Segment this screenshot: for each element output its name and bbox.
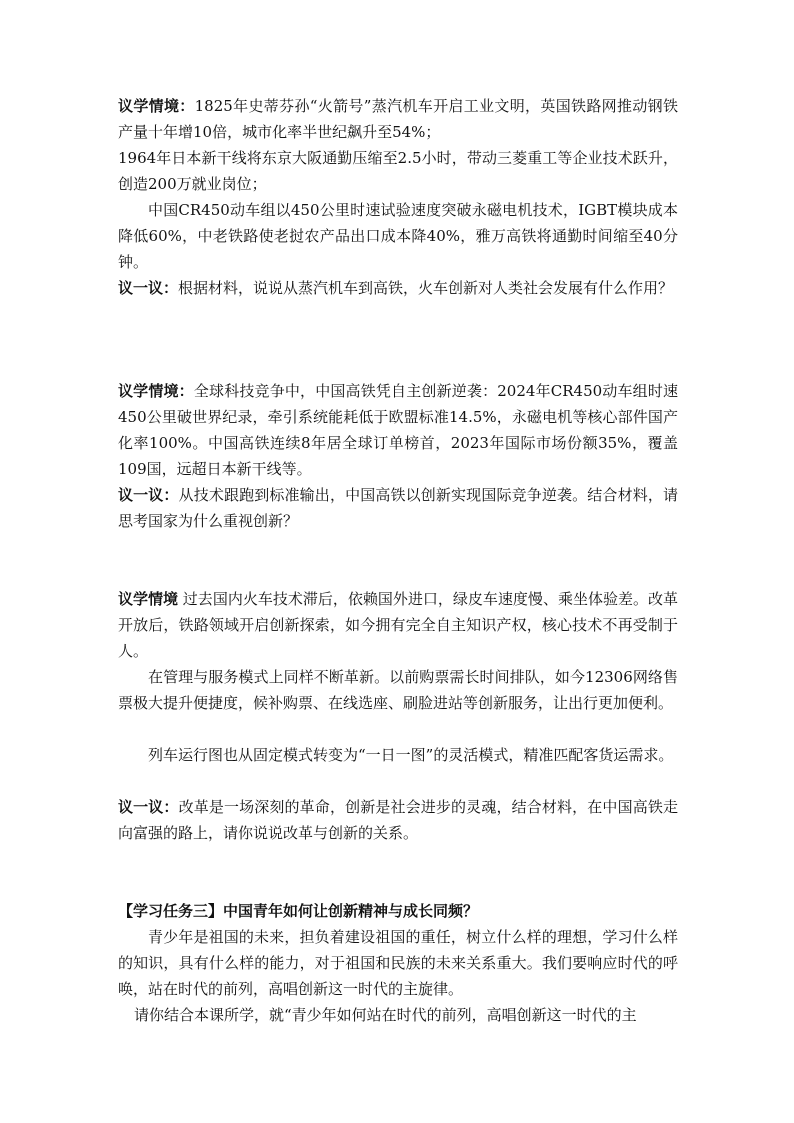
context-label: 议学情境： [118,382,194,400]
section2-context [118,378,678,482]
task3-p1: 青少年是祖国的未来，担负着建设祖国的重任，树立什么样的理想，学习什么样的知识，具有什么样的能力，对于祖国和民族的未来关系重大。我们要响应时代的呼唤，站在时代的前列，高唱创新这一时代的主旋律。 [118,928,678,998]
discuss-label: 议一议： [118,279,179,297]
section1-discuss-text: 根据材料，说说从蒸汽机车到高铁，火车创新对人类社会发展有什么作用？ [178,279,674,297]
section2-p1: 全球科技竞争中，中国高铁凭自主创新逆袭：2024年CR450动车组时速450公里破世界纪录，牵引系统能耗低于欧盟标准14.5%，永磁电机等核心部件国产化率100%。中国高铁连续8年居全球订单榜首，2023年国际市场份额35%，覆盖109国，远超日本新干线等。 [118,382,678,478]
task3-heading: 【学习任务三】中国青年如何让创新精神与成长同频？ [118,902,479,920]
section3-p1: 过去国内火车技术滞后，依赖国外进口，绿皮车速度慢、乘坐体验差。改革开放后，铁路领域开启创新探索，如今拥有完全自主知识产权，核心技术不再受制于人。 [118,590,678,660]
section1-p1: 1825年史蒂芬孙“火箭号”蒸汽机车开启工业文明，英国铁路网推动钢铁产量十年增10倍，城市化率半世纪飙升至54%； [118,97,678,141]
section1-context [118,93,678,145]
context-label: 议学情境 [118,590,179,608]
section1-p3: 中国CR450动车组以450公里时速试验速度突破永磁电机技术，IGBT模块成本降低60%，中老铁路使老挝农产品出口成本降40%，雅万高铁将通勤时间缩至40分钟。 [118,201,678,271]
section1-discuss [118,275,678,301]
context-label: 议学情境： [118,97,195,115]
section1-p2: 1964年日本新干线将东京大阪通勤压缩至2.5小时，带动三菱重工等企业技术跃升，创造200万就业岗位； [118,149,678,193]
section3-discuss-text: 改革是一场深刻的革命，创新是社会进步的灵魂，结合材料，在中国高铁走向富强的路上，请你说说改革与创新的关系。 [118,798,678,842]
discuss-label: 议一议： [118,486,179,504]
section2-discuss-text: 从技术跟跑到标准输出，中国高铁以创新实现国际竞争逆袭。结合材料，请思考国家为什么重视创新？ [118,486,678,530]
section2-discuss [118,482,678,534]
section3-discuss [118,794,678,846]
discuss-label: 议一议： [118,798,179,816]
section3-context [118,586,678,664]
section3-p2: 在管理与服务模式上同样不断革新。以前购票需长时间排队，如今12306网络售票极大提升便捷度，候补购票、在线选座、刷脸进站等创新服务，让出行更加便利。 [118,668,678,712]
task3-p2: 请你结合本课所学，就“青少年如何站在时代的前列，高唱创新这一时代的主 [134,1006,637,1024]
section3-p3: 列车运行图也从固定模式转变为“一日一图”的灵活模式，精准匹配客货运需求。 [148,746,674,764]
